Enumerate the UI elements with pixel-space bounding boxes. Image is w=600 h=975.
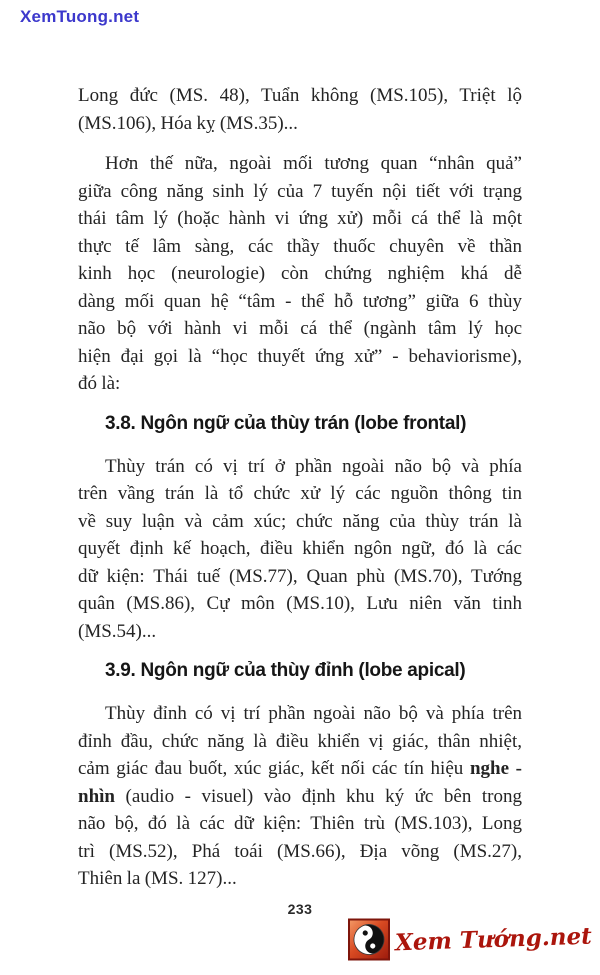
footer-logo[interactable] — [348, 918, 592, 961]
logo-text: Xem Tướng.net — [394, 922, 593, 957]
text-line: dữ kiện: Thái tuế (MS.77), Quan phù (MS.70), Tướng — [78, 565, 522, 587]
text-line: quyết định kế hoạch, điều khiển ngôn ngữ, đó là các — [78, 538, 522, 559]
text-line: (MS.106), Hóa kỵ (MS.35)... — [78, 112, 298, 134]
text-line: về suy luận và cảm xúc; chức năng của thùy trán là — [78, 510, 522, 532]
paragraph — [78, 82, 522, 137]
text-line: não bộ với hành vi mỗi cá thể (ngành tâm lý học — [78, 318, 522, 339]
text-line: quân (MS.86), Cự môn (MS.10), Lưu niên văn tinh — [78, 593, 522, 614]
text-line: thực tế lâm sàng, các thầy thuốc chuyên về thần — [78, 235, 522, 257]
text-line: trên vầng trán là tổ chức xử lý các nguồn thông tin — [78, 483, 522, 504]
text-line: giữa công năng sinh lý của 7 tuyến nội tiết với trạng — [78, 180, 522, 202]
site-watermark[interactable]: XemTuong.net — [20, 7, 140, 26]
text-line: (MS.54)... — [78, 620, 157, 642]
page-number: 233 — [287, 901, 313, 917]
text-line: Thùy trán có vị trí ở phần ngoài não bộ và phía — [105, 455, 522, 477]
text-line: kinh học (neurologie) còn chứng nghiệm khá dễ — [78, 263, 522, 284]
text-line: hiện đại gọi là “học thuyết ứng xử” - behaviorisme), — [78, 345, 522, 367]
text-line: Long đức (MS. 48), Tuẩn không (MS.105), Triệt lộ — [78, 85, 522, 106]
section-heading: 3.8. Ngôn ngữ của thùy trán (lobe frontal) — [105, 412, 467, 434]
paragraph — [78, 453, 522, 646]
text-line: nhìn (audio - visuel) vào định khu ký ức bên trong — [78, 785, 522, 807]
text-line: Thùy đỉnh có vị trí phần ngoài não bộ và phía trên — [105, 703, 522, 724]
text-line: đỉnh đầu, chức năng là điều khiển vị giác, thân nhiệt, — [78, 730, 522, 752]
yin-yang-icon — [348, 918, 390, 961]
text-line: não bộ, đó là các dữ kiện: Thiên trù (MS.103), Long — [78, 813, 522, 834]
text-line: Hơn thế nữa, ngoài mối tương quan “nhân quả” — [105, 153, 522, 174]
text-line: dàng mối quan hệ “tâm - thể hỗ tương” giữa 6 thùy — [78, 290, 522, 312]
paragraph — [78, 150, 522, 398]
text-line: Thiên la (MS. 127)... — [78, 868, 237, 889]
text-line: cảm giác đau buốt, xúc giác, kết nối các tín hiệu nghe - — [78, 758, 522, 779]
text-line: trì (MS.52), Phá toái (MS.66), Địa võng (MS.27), — [78, 840, 522, 862]
text-block — [78, 82, 522, 906]
paragraph — [78, 700, 522, 893]
section-heading: 3.9. Ngôn ngữ của thùy đỉnh (lobe apical) — [105, 660, 466, 681]
text-line: đó là: — [78, 373, 121, 394]
text-line: thái tâm lý (hoặc hành vi ứng xử) mỗi cá thể là một — [78, 208, 522, 229]
